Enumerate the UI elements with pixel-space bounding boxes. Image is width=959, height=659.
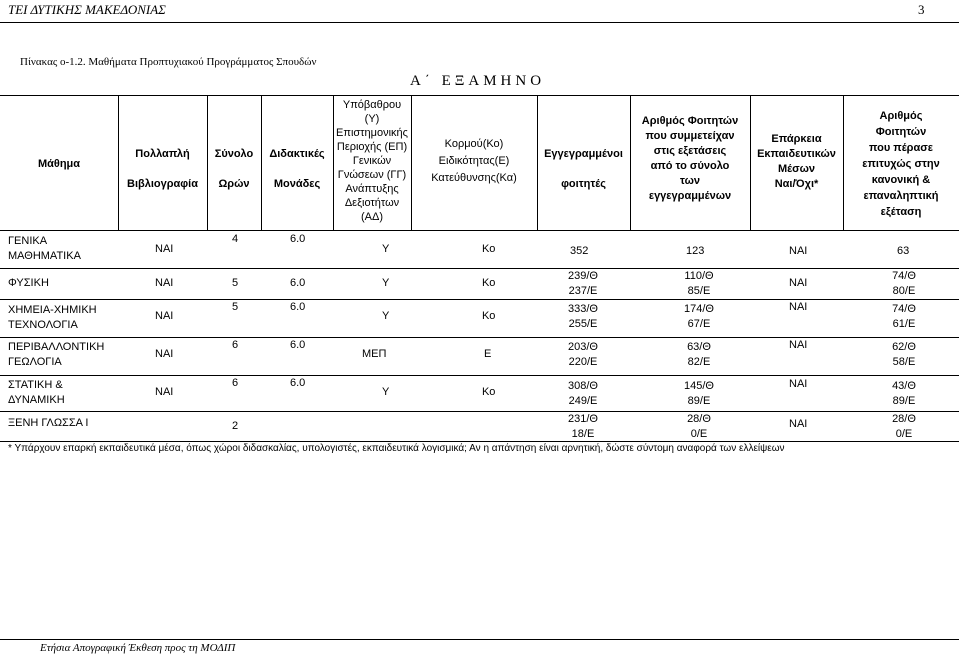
participated-cell: 110/Θ 85/Ε (684, 270, 714, 297)
footer-text: Ετήσια Απογραφική Έκθεση προς τη ΜΟΔΙΠ (40, 642, 236, 654)
header-bottom-border (0, 230, 959, 231)
bibliography-cell: ΝΑΙ (155, 348, 174, 360)
category-cell: Υ (382, 243, 390, 255)
participated-cell: 123 (686, 245, 705, 257)
row-divider (0, 268, 959, 269)
passed-cell: 43/Θ 89/Ε (892, 380, 916, 407)
enrolled-cell: 333/Θ 255/Ε (568, 303, 598, 330)
adequacy-cell: ΝΑΙ (789, 277, 808, 289)
participated-cell: 174/Θ 67/Ε (684, 303, 714, 330)
core-cell: Κο (482, 386, 496, 398)
bibliography-cell: ΝΑΙ (155, 277, 174, 289)
passed-cell: 74/Θ 61/Ε (892, 303, 916, 330)
column-header-bibliography: Πολλαπλή Βιβλιογραφία (127, 148, 198, 190)
passed-cell: 28/Θ 0/Ε (892, 413, 916, 440)
table-bottom-border (0, 441, 959, 442)
column-header-category: Υπόβαθρου (Υ) Επιστημονικής Περιοχής (ΕΠ) Γενικών Γνώσεων (ΓΓ) Ανάπτυξης Δεξιοτήτων (ΑΔ) (336, 99, 408, 223)
units-cell: 6.0 (290, 339, 306, 351)
core-cell: Κο (482, 310, 496, 322)
hours-cell: 2 (232, 420, 239, 432)
adequacy-cell: ΝΑΙ (789, 378, 808, 390)
adequacy-cell: ΝΑΙ (789, 418, 808, 430)
passed-cell: 63 (897, 245, 910, 257)
column-header-hours: Σύνολο Ωρών (214, 148, 254, 190)
subject-cell: ΧΗΜΕΙΑ-ΧΗΜΙΚΗ ΤΕΧΝΟΛΟΓΙΑ (8, 304, 97, 331)
subject-cell: ΓΕΝΙΚΑ ΜΑΘΗΜΑΤΙΚΑ (8, 235, 81, 262)
enrolled-cell: 203/Θ 220/Ε (568, 341, 598, 368)
passed-cell: 74/Θ 80/Ε (892, 270, 916, 297)
adequacy-cell: ΝΑΙ (789, 245, 808, 257)
subject-cell: ΣΤΑΤΙΚΗ & ΔΥΝΑΜΙΚΗ (8, 379, 65, 406)
column-header-core: Κορμού(Κο) Ειδικότητας(Ε) Κατεύθυνσης(Κα) (431, 138, 517, 184)
table-top-border (0, 95, 959, 96)
column-header-enrolled: Εγγεγραμμένοι φοιτητές (544, 148, 623, 190)
column-header-units: Διδακτικές Μονάδες (269, 148, 325, 190)
bibliography-cell: ΝΑΙ (155, 243, 174, 255)
hours-cell: 5 (232, 301, 239, 313)
table-caption: Πίνακας ο-1.2. Μαθήματα Προπτυχιακού Προγράμματος Σπουδών (20, 56, 317, 68)
row-divider (0, 375, 959, 376)
column-header-passed: Αριθμός Φοιτητών που πέρασε επιτυχώς στην κανονική & επαναληπτική εξέταση (862, 110, 940, 218)
units-cell: 6.0 (290, 301, 306, 313)
subject-cell: ΠΕΡΙΒΑΛΛΟΝΤΙΚΗ ΓΕΩΛΟΓΙΑ (8, 341, 105, 368)
category-cell: Υ (382, 277, 390, 289)
core-cell: Κο (482, 277, 496, 289)
units-cell: 6.0 (290, 277, 306, 289)
bibliography-cell: ΝΑΙ (155, 310, 174, 322)
passed-cell: 62/Θ 58/Ε (892, 341, 916, 368)
hours-cell: 6 (232, 339, 239, 351)
row-divider (0, 337, 959, 338)
column-header-subject: Μάθημα (37, 158, 81, 170)
header-divider (0, 22, 959, 23)
subject-cell: ΞΕΝΗ ΓΛΩΣΣΑ Ι (8, 417, 89, 429)
footnote: * Υπάρχουν επαρκή εκπαιδευτικά μέσα, όπως χώροι διδασκαλίας, υπολογιστές, εκπαιδευτικά λογισμικά; Αν η απάντηση είναι αρνητική, δώστε σύντομη αναφορά των ελλείψεων (8, 443, 785, 454)
category-cell: Υ (382, 310, 390, 322)
column-header-participating: Αριθμός Φοιτητών που συμμετείχαν στις εξετάσεις από το σύνολο των εγγεγραμμένων (641, 115, 739, 202)
enrolled-cell: 308/Θ 249/Ε (568, 380, 598, 407)
category-cell: Υ (382, 386, 390, 398)
participated-cell: 63/Θ 82/Ε (687, 341, 711, 368)
header-institution: ΤΕΙ ΔΥΤΙΚΗΣ ΜΑΚΕΔΟΝΙΑΣ (8, 2, 166, 17)
units-cell: 6.0 (290, 233, 306, 245)
participated-cell: 145/Θ 89/Ε (684, 380, 714, 407)
page-number: 3 (918, 2, 925, 17)
units-cell: 6.0 (290, 377, 306, 389)
hours-cell: 6 (232, 377, 239, 389)
core-cell: Ε (484, 348, 492, 360)
column-header-adequacy: Επάρκεια Εκπαιδευτικών Μέσων Ναι/Όχι* (757, 133, 836, 190)
hours-cell: 4 (232, 233, 239, 245)
row-divider (0, 299, 959, 300)
enrolled-cell: 239/Θ 237/Ε (568, 270, 598, 297)
adequacy-cell: ΝΑΙ (789, 339, 808, 351)
participated-cell: 28/Θ 0/Ε (687, 413, 711, 440)
row-divider (0, 411, 959, 412)
bibliography-cell: ΝΑΙ (155, 386, 174, 398)
enrolled-cell: 352 (570, 245, 589, 257)
subject-cell: ΦΥΣΙΚΗ (8, 277, 49, 289)
hours-cell: 5 (232, 277, 239, 289)
core-cell: Κο (482, 243, 496, 255)
adequacy-cell: ΝΑΙ (789, 301, 808, 313)
semester-title: Α΄ ΕΞΑΜΗΝΟ (410, 73, 546, 89)
footer-divider (0, 639, 959, 640)
enrolled-cell: 231/Θ 18/Ε (568, 413, 598, 440)
category-cell: ΜΕΠ (362, 348, 387, 360)
